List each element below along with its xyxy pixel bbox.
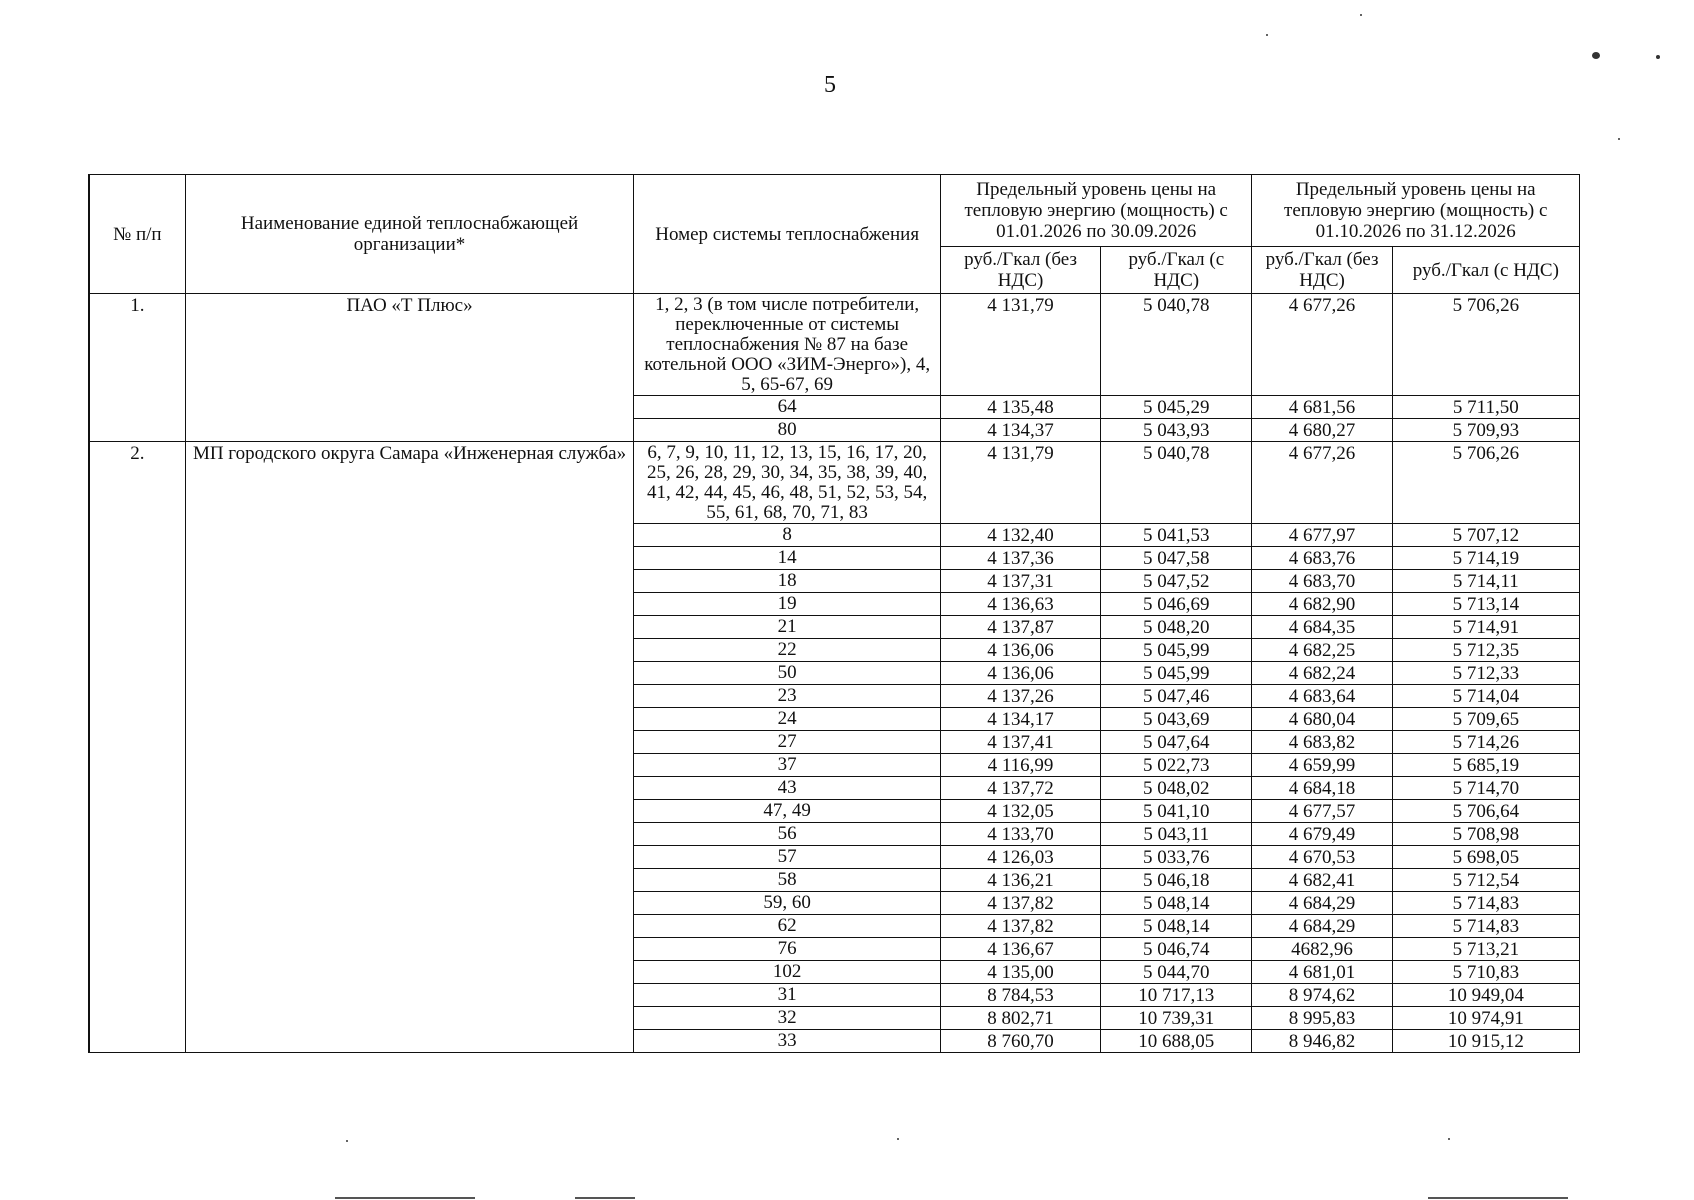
header-period-1: Предельный уровень цены на тепловую энергию (мощность) с 01.01.2026 по 30.09.2026 bbox=[940, 175, 1252, 247]
price-p1-no-vat: 4 136,21 bbox=[940, 869, 1100, 892]
system-number: 1, 2, 3 (в том числе потребители, переключенные от системы теплоснабжения № 87 на базе котельной ООО «ЗИМ-Энерго»), 4, 5, 65-67, 69 bbox=[634, 294, 941, 396]
price-p2-vat: 5 709,93 bbox=[1392, 419, 1579, 442]
price-p2-no-vat: 4 682,90 bbox=[1252, 593, 1392, 616]
system-number: 14 bbox=[634, 547, 941, 570]
price-p2-vat: 5 714,11 bbox=[1392, 570, 1579, 593]
row-number: 1. bbox=[89, 294, 185, 442]
price-p2-vat: 10 949,04 bbox=[1392, 984, 1579, 1007]
price-p1-vat: 5 046,69 bbox=[1101, 593, 1252, 616]
header-p2-vat: руб./Гкал (с НДС) bbox=[1392, 247, 1579, 294]
price-p2-no-vat: 4 684,35 bbox=[1252, 616, 1392, 639]
header-p1-vat: руб./Гкал (с НДС) bbox=[1101, 247, 1252, 294]
system-number: 58 bbox=[634, 869, 941, 892]
price-p2-no-vat: 4 670,53 bbox=[1252, 846, 1392, 869]
system-number: 27 bbox=[634, 731, 941, 754]
price-p2-vat: 5 714,91 bbox=[1392, 616, 1579, 639]
price-p1-vat: 5 048,14 bbox=[1101, 915, 1252, 938]
price-p2-no-vat: 4 684,18 bbox=[1252, 777, 1392, 800]
price-p2-no-vat: 8 974,62 bbox=[1252, 984, 1392, 1007]
system-number: 59, 60 bbox=[634, 892, 941, 915]
price-p1-vat: 5 048,02 bbox=[1101, 777, 1252, 800]
header-p1-no-vat: руб./Гкал (без НДС) bbox=[940, 247, 1100, 294]
price-p1-no-vat: 4 132,05 bbox=[940, 800, 1100, 823]
organization-name: МП городского округа Самара «Инженерная служба» bbox=[185, 442, 634, 1053]
price-p1-vat: 5 022,73 bbox=[1101, 754, 1252, 777]
system-number: 18 bbox=[634, 570, 941, 593]
price-p1-no-vat: 4 137,36 bbox=[940, 547, 1100, 570]
scan-speck bbox=[1618, 138, 1620, 140]
table-row bbox=[89, 442, 1580, 524]
system-number: 102 bbox=[634, 961, 941, 984]
scan-speck bbox=[1592, 52, 1600, 59]
page-number: 5 bbox=[824, 72, 836, 98]
price-p2-vat: 5 698,05 bbox=[1392, 846, 1579, 869]
price-p1-vat: 5 043,69 bbox=[1101, 708, 1252, 731]
system-number: 6, 7, 9, 10, 11, 12, 13, 15, 16, 17, 20, 25, 26, 28, 29, 30, 34, 35, 38, 39, 40, 41, 42, 44, 45, 46, 48, 51, 52, 53, 54, 55, 61, 68, 70, 71, 83 bbox=[634, 442, 941, 524]
price-p2-vat: 5 713,21 bbox=[1392, 938, 1579, 961]
price-p2-vat: 5 714,19 bbox=[1392, 547, 1579, 570]
price-p1-no-vat: 4 136,06 bbox=[940, 662, 1100, 685]
price-p2-no-vat: 4 683,64 bbox=[1252, 685, 1392, 708]
system-number: 57 bbox=[634, 846, 941, 869]
header-number: № п/п bbox=[89, 175, 185, 294]
price-p2-no-vat: 4 682,41 bbox=[1252, 869, 1392, 892]
price-p2-no-vat: 4 677,26 bbox=[1252, 442, 1392, 524]
price-p2-vat: 5 714,83 bbox=[1392, 915, 1579, 938]
price-p1-no-vat: 4 136,67 bbox=[940, 938, 1100, 961]
price-p2-no-vat: 4 680,04 bbox=[1252, 708, 1392, 731]
table-row bbox=[89, 294, 1580, 396]
price-p2-vat: 5 714,70 bbox=[1392, 777, 1579, 800]
system-number: 32 bbox=[634, 1007, 941, 1030]
price-p2-no-vat: 4 677,97 bbox=[1252, 524, 1392, 547]
price-p2-no-vat: 4 684,29 bbox=[1252, 915, 1392, 938]
price-p2-no-vat: 4 679,49 bbox=[1252, 823, 1392, 846]
price-p1-vat: 5 041,10 bbox=[1101, 800, 1252, 823]
system-number: 76 bbox=[634, 938, 941, 961]
price-p1-no-vat: 4 126,03 bbox=[940, 846, 1100, 869]
scan-edge-line bbox=[335, 1197, 475, 1199]
price-p2-no-vat: 4 659,99 bbox=[1252, 754, 1392, 777]
system-number: 56 bbox=[634, 823, 941, 846]
system-number: 21 bbox=[634, 616, 941, 639]
price-p1-no-vat: 8 784,53 bbox=[940, 984, 1100, 1007]
header-system: Номер системы теплоснабжения bbox=[634, 175, 941, 294]
price-p1-vat: 5 045,99 bbox=[1101, 662, 1252, 685]
price-p2-no-vat: 4 683,82 bbox=[1252, 731, 1392, 754]
price-p2-vat: 5 713,14 bbox=[1392, 593, 1579, 616]
price-p1-vat: 5 047,46 bbox=[1101, 685, 1252, 708]
system-number: 8 bbox=[634, 524, 941, 547]
table-body bbox=[89, 294, 1580, 1053]
price-p1-no-vat: 8 760,70 bbox=[940, 1030, 1100, 1053]
price-p1-vat: 5 047,58 bbox=[1101, 547, 1252, 570]
system-number: 31 bbox=[634, 984, 941, 1007]
price-p1-no-vat: 4 137,82 bbox=[940, 892, 1100, 915]
price-p1-vat: 5 045,99 bbox=[1101, 639, 1252, 662]
system-number: 64 bbox=[634, 396, 941, 419]
header-period-2: Предельный уровень цены на тепловую энергию (мощность) с 01.10.2026 по 31.12.2026 bbox=[1252, 175, 1580, 247]
price-p2-vat: 5 712,35 bbox=[1392, 639, 1579, 662]
price-p2-vat: 5 714,04 bbox=[1392, 685, 1579, 708]
price-p2-vat: 10 974,91 bbox=[1392, 1007, 1579, 1030]
price-p2-vat: 5 706,26 bbox=[1392, 442, 1579, 524]
price-p2-no-vat: 4 683,70 bbox=[1252, 570, 1392, 593]
price-p1-vat: 5 047,52 bbox=[1101, 570, 1252, 593]
system-number: 19 bbox=[634, 593, 941, 616]
price-p1-vat: 10 739,31 bbox=[1101, 1007, 1252, 1030]
price-p2-vat: 5 710,83 bbox=[1392, 961, 1579, 984]
tariff-table bbox=[88, 174, 1580, 1053]
price-p2-no-vat: 4 684,29 bbox=[1252, 892, 1392, 915]
price-p1-vat: 10 688,05 bbox=[1101, 1030, 1252, 1053]
price-p1-vat: 5 044,70 bbox=[1101, 961, 1252, 984]
system-number: 47, 49 bbox=[634, 800, 941, 823]
system-number: 37 bbox=[634, 754, 941, 777]
price-p1-no-vat: 4 137,72 bbox=[940, 777, 1100, 800]
price-p1-no-vat: 4 134,17 bbox=[940, 708, 1100, 731]
price-p2-no-vat: 4682,96 bbox=[1252, 938, 1392, 961]
price-p2-vat: 5 685,19 bbox=[1392, 754, 1579, 777]
price-p1-no-vat: 4 133,70 bbox=[940, 823, 1100, 846]
price-p1-vat: 5 040,78 bbox=[1101, 294, 1252, 396]
price-p1-vat: 5 043,93 bbox=[1101, 419, 1252, 442]
price-p1-no-vat: 4 134,37 bbox=[940, 419, 1100, 442]
system-number: 80 bbox=[634, 419, 941, 442]
price-p1-no-vat: 4 116,99 bbox=[940, 754, 1100, 777]
price-p2-vat: 5 711,50 bbox=[1392, 396, 1579, 419]
header-organization: Наименование единой теплоснабжающей организации* bbox=[185, 175, 634, 294]
scan-speck bbox=[346, 1140, 348, 1142]
system-number: 24 bbox=[634, 708, 941, 731]
price-p2-no-vat: 4 681,56 bbox=[1252, 396, 1392, 419]
price-p2-vat: 5 714,83 bbox=[1392, 892, 1579, 915]
price-p1-vat: 5 046,18 bbox=[1101, 869, 1252, 892]
price-p1-vat: 5 043,11 bbox=[1101, 823, 1252, 846]
price-p1-no-vat: 4 137,82 bbox=[940, 915, 1100, 938]
scan-speck bbox=[1360, 14, 1362, 16]
row-number: 2. bbox=[89, 442, 185, 1053]
price-p1-no-vat: 4 137,87 bbox=[940, 616, 1100, 639]
price-p1-vat: 5 048,14 bbox=[1101, 892, 1252, 915]
price-p1-vat: 5 047,64 bbox=[1101, 731, 1252, 754]
price-p2-vat: 5 712,33 bbox=[1392, 662, 1579, 685]
system-number: 43 bbox=[634, 777, 941, 800]
price-p1-no-vat: 4 137,31 bbox=[940, 570, 1100, 593]
price-p2-no-vat: 4 677,26 bbox=[1252, 294, 1392, 396]
price-p2-vat: 5 707,12 bbox=[1392, 524, 1579, 547]
system-number: 50 bbox=[634, 662, 941, 685]
price-p1-vat: 5 033,76 bbox=[1101, 846, 1252, 869]
price-p1-no-vat: 4 137,41 bbox=[940, 731, 1100, 754]
organization-name: ПАО «Т Плюс» bbox=[185, 294, 634, 442]
system-number: 33 bbox=[634, 1030, 941, 1053]
system-number: 62 bbox=[634, 915, 941, 938]
price-p2-no-vat: 4 680,27 bbox=[1252, 419, 1392, 442]
price-p1-vat: 5 046,74 bbox=[1101, 938, 1252, 961]
price-p1-no-vat: 4 132,40 bbox=[940, 524, 1100, 547]
price-p1-vat: 10 717,13 bbox=[1101, 984, 1252, 1007]
price-p2-vat: 5 706,26 bbox=[1392, 294, 1579, 396]
price-p2-vat: 5 709,65 bbox=[1392, 708, 1579, 731]
price-p1-no-vat: 8 802,71 bbox=[940, 1007, 1100, 1030]
price-p1-no-vat: 4 136,06 bbox=[940, 639, 1100, 662]
price-p1-no-vat: 4 136,63 bbox=[940, 593, 1100, 616]
price-p2-vat: 5 708,98 bbox=[1392, 823, 1579, 846]
scan-edge-line bbox=[1428, 1197, 1568, 1199]
price-p1-no-vat: 4 135,00 bbox=[940, 961, 1100, 984]
price-p1-vat: 5 041,53 bbox=[1101, 524, 1252, 547]
system-number: 22 bbox=[634, 639, 941, 662]
price-p2-no-vat: 4 682,25 bbox=[1252, 639, 1392, 662]
price-p2-vat: 5 714,26 bbox=[1392, 731, 1579, 754]
scan-edge-line bbox=[575, 1197, 635, 1199]
price-p2-no-vat: 4 683,76 bbox=[1252, 547, 1392, 570]
header-p2-no-vat: руб./Гкал (без НДС) bbox=[1252, 247, 1392, 294]
price-p2-no-vat: 4 681,01 bbox=[1252, 961, 1392, 984]
price-p1-no-vat: 4 135,48 bbox=[940, 396, 1100, 419]
price-p2-no-vat: 4 677,57 bbox=[1252, 800, 1392, 823]
price-p2-vat: 10 915,12 bbox=[1392, 1030, 1579, 1053]
scan-speck bbox=[1656, 55, 1660, 59]
price-p2-no-vat: 4 682,24 bbox=[1252, 662, 1392, 685]
price-p1-vat: 5 040,78 bbox=[1101, 442, 1252, 524]
price-p1-no-vat: 4 131,79 bbox=[940, 294, 1100, 396]
price-p2-no-vat: 8 995,83 bbox=[1252, 1007, 1392, 1030]
scan-speck bbox=[1448, 1138, 1450, 1140]
price-p1-vat: 5 048,20 bbox=[1101, 616, 1252, 639]
price-p1-no-vat: 4 137,26 bbox=[940, 685, 1100, 708]
price-p1-no-vat: 4 131,79 bbox=[940, 442, 1100, 524]
price-p1-vat: 5 045,29 bbox=[1101, 396, 1252, 419]
system-number: 23 bbox=[634, 685, 941, 708]
price-p2-no-vat: 8 946,82 bbox=[1252, 1030, 1392, 1053]
scan-speck bbox=[1266, 34, 1268, 36]
scan-speck bbox=[897, 1138, 899, 1140]
price-p2-vat: 5 706,64 bbox=[1392, 800, 1579, 823]
price-p2-vat: 5 712,54 bbox=[1392, 869, 1579, 892]
